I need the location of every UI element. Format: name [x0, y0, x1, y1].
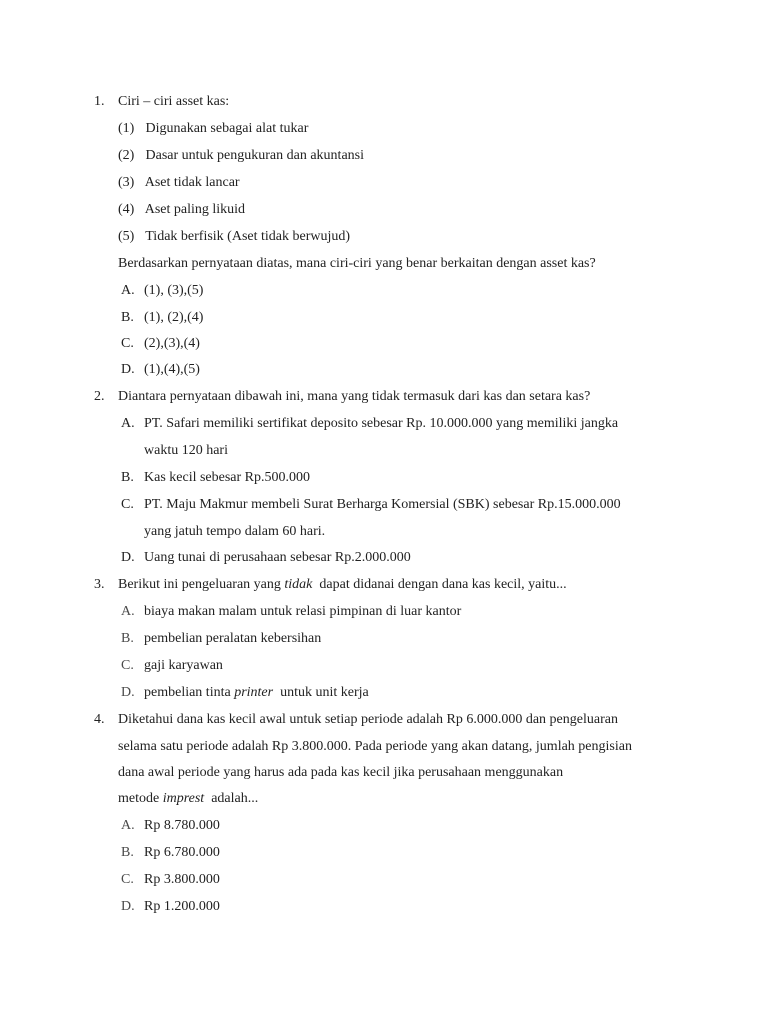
statement-item: (4) Aset paling likuid	[118, 202, 246, 217]
option-letter: B.	[121, 845, 134, 860]
option-text-continued: waktu 120 hari	[144, 443, 228, 458]
option-text: Rp 8.780.000	[144, 818, 220, 833]
question-number: 4.	[94, 712, 105, 727]
option-letter: C.	[121, 658, 134, 673]
option-text: PT. Safari memiliki sertifikat deposito sebesar Rp. 10.000.000 yang memiliki jangka	[144, 416, 619, 431]
option-letter: A.	[121, 416, 135, 431]
option-text: (1), (3),(5)	[144, 283, 204, 298]
option-letter: C.	[121, 497, 134, 512]
question-number: 2.	[94, 389, 105, 404]
emphasis-text: printer	[234, 685, 274, 700]
question-number: 1.	[94, 94, 105, 109]
question-stem-continued: selama satu periode adalah Rp 3.800.000. Pada periode yang akan datang, jumlah pengisian	[118, 739, 632, 754]
option-text-continued: yang jatuh tempo dalam 60 hari.	[144, 524, 326, 539]
option-letter: D.	[121, 550, 135, 565]
option-letter: A.	[121, 283, 135, 298]
question-stem-continued: metode imprest adalah...	[118, 791, 259, 806]
option-text: pembelian peralatan kebersihan	[144, 631, 322, 646]
option-letter: A.	[121, 604, 135, 619]
option-text: pembelian tinta printer untuk unit kerja	[144, 685, 369, 700]
option-text: Uang tunai di perusahaan sebesar Rp.2.000.000	[144, 550, 411, 565]
option-letter: D.	[121, 685, 135, 700]
option-letter: C.	[121, 336, 134, 351]
question-stem: Diketahui dana kas kecil awal untuk setiap periode adalah Rp 6.000.000 dan pengeluaran	[118, 712, 618, 727]
option-letter: A.	[121, 818, 135, 833]
option-text: Kas kecil sebesar Rp.500.000	[144, 470, 311, 485]
question-stem-continued: dana awal periode yang harus ada pada kas kecil jika perusahaan menggunakan	[118, 765, 564, 780]
option-text: Rp 6.780.000	[144, 845, 220, 860]
statement-item: (3) Aset tidak lancar	[118, 175, 240, 190]
option-text: PT. Maju Makmur membeli Surat Berharga Komersial (SBK) sebesar Rp.15.000.000	[144, 497, 621, 512]
question-number: 3.	[94, 577, 105, 592]
option-letter: D.	[121, 899, 135, 914]
option-letter: D.	[121, 362, 135, 377]
emphasis-text: tidak	[284, 577, 313, 592]
statement-item: (2) Dasar untuk pengukuran dan akuntansi	[118, 148, 364, 163]
emphasis-text: imprest	[162, 791, 205, 806]
option-letter: B.	[121, 310, 134, 325]
option-text: (1), (2),(4)	[144, 310, 204, 325]
question-stem: Berikut ini pengeluaran yang tidak dapat didanai dengan dana kas kecil, yaitu...	[118, 577, 567, 592]
statement-item: (1) Digunakan sebagai alat tukar	[118, 121, 309, 136]
option-letter: B.	[121, 470, 134, 485]
option-text: Rp 1.200.000	[144, 899, 220, 914]
option-text: biaya makan malam untuk relasi pimpinan di luar kantor	[144, 604, 462, 619]
statement-item: (5) Tidak berfisik (Aset tidak berwujud)	[118, 229, 351, 244]
question-stem: Diantara pernyataan dibawah ini, mana yang tidak termasuk dari kas dan setara kas?	[118, 389, 591, 404]
option-text: gaji karyawan	[144, 658, 223, 673]
option-text: (1),(4),(5)	[144, 362, 200, 377]
option-letter: C.	[121, 872, 134, 887]
question-prompt: Berdasarkan pernyataan diatas, mana ciri-ciri yang benar berkaitan dengan asset kas?	[118, 256, 596, 271]
question-stem: Ciri – ciri asset kas:	[118, 94, 230, 109]
option-text: (2),(3),(4)	[144, 336, 200, 351]
option-text: Rp 3.800.000	[144, 872, 220, 887]
option-letter: B.	[121, 631, 134, 646]
